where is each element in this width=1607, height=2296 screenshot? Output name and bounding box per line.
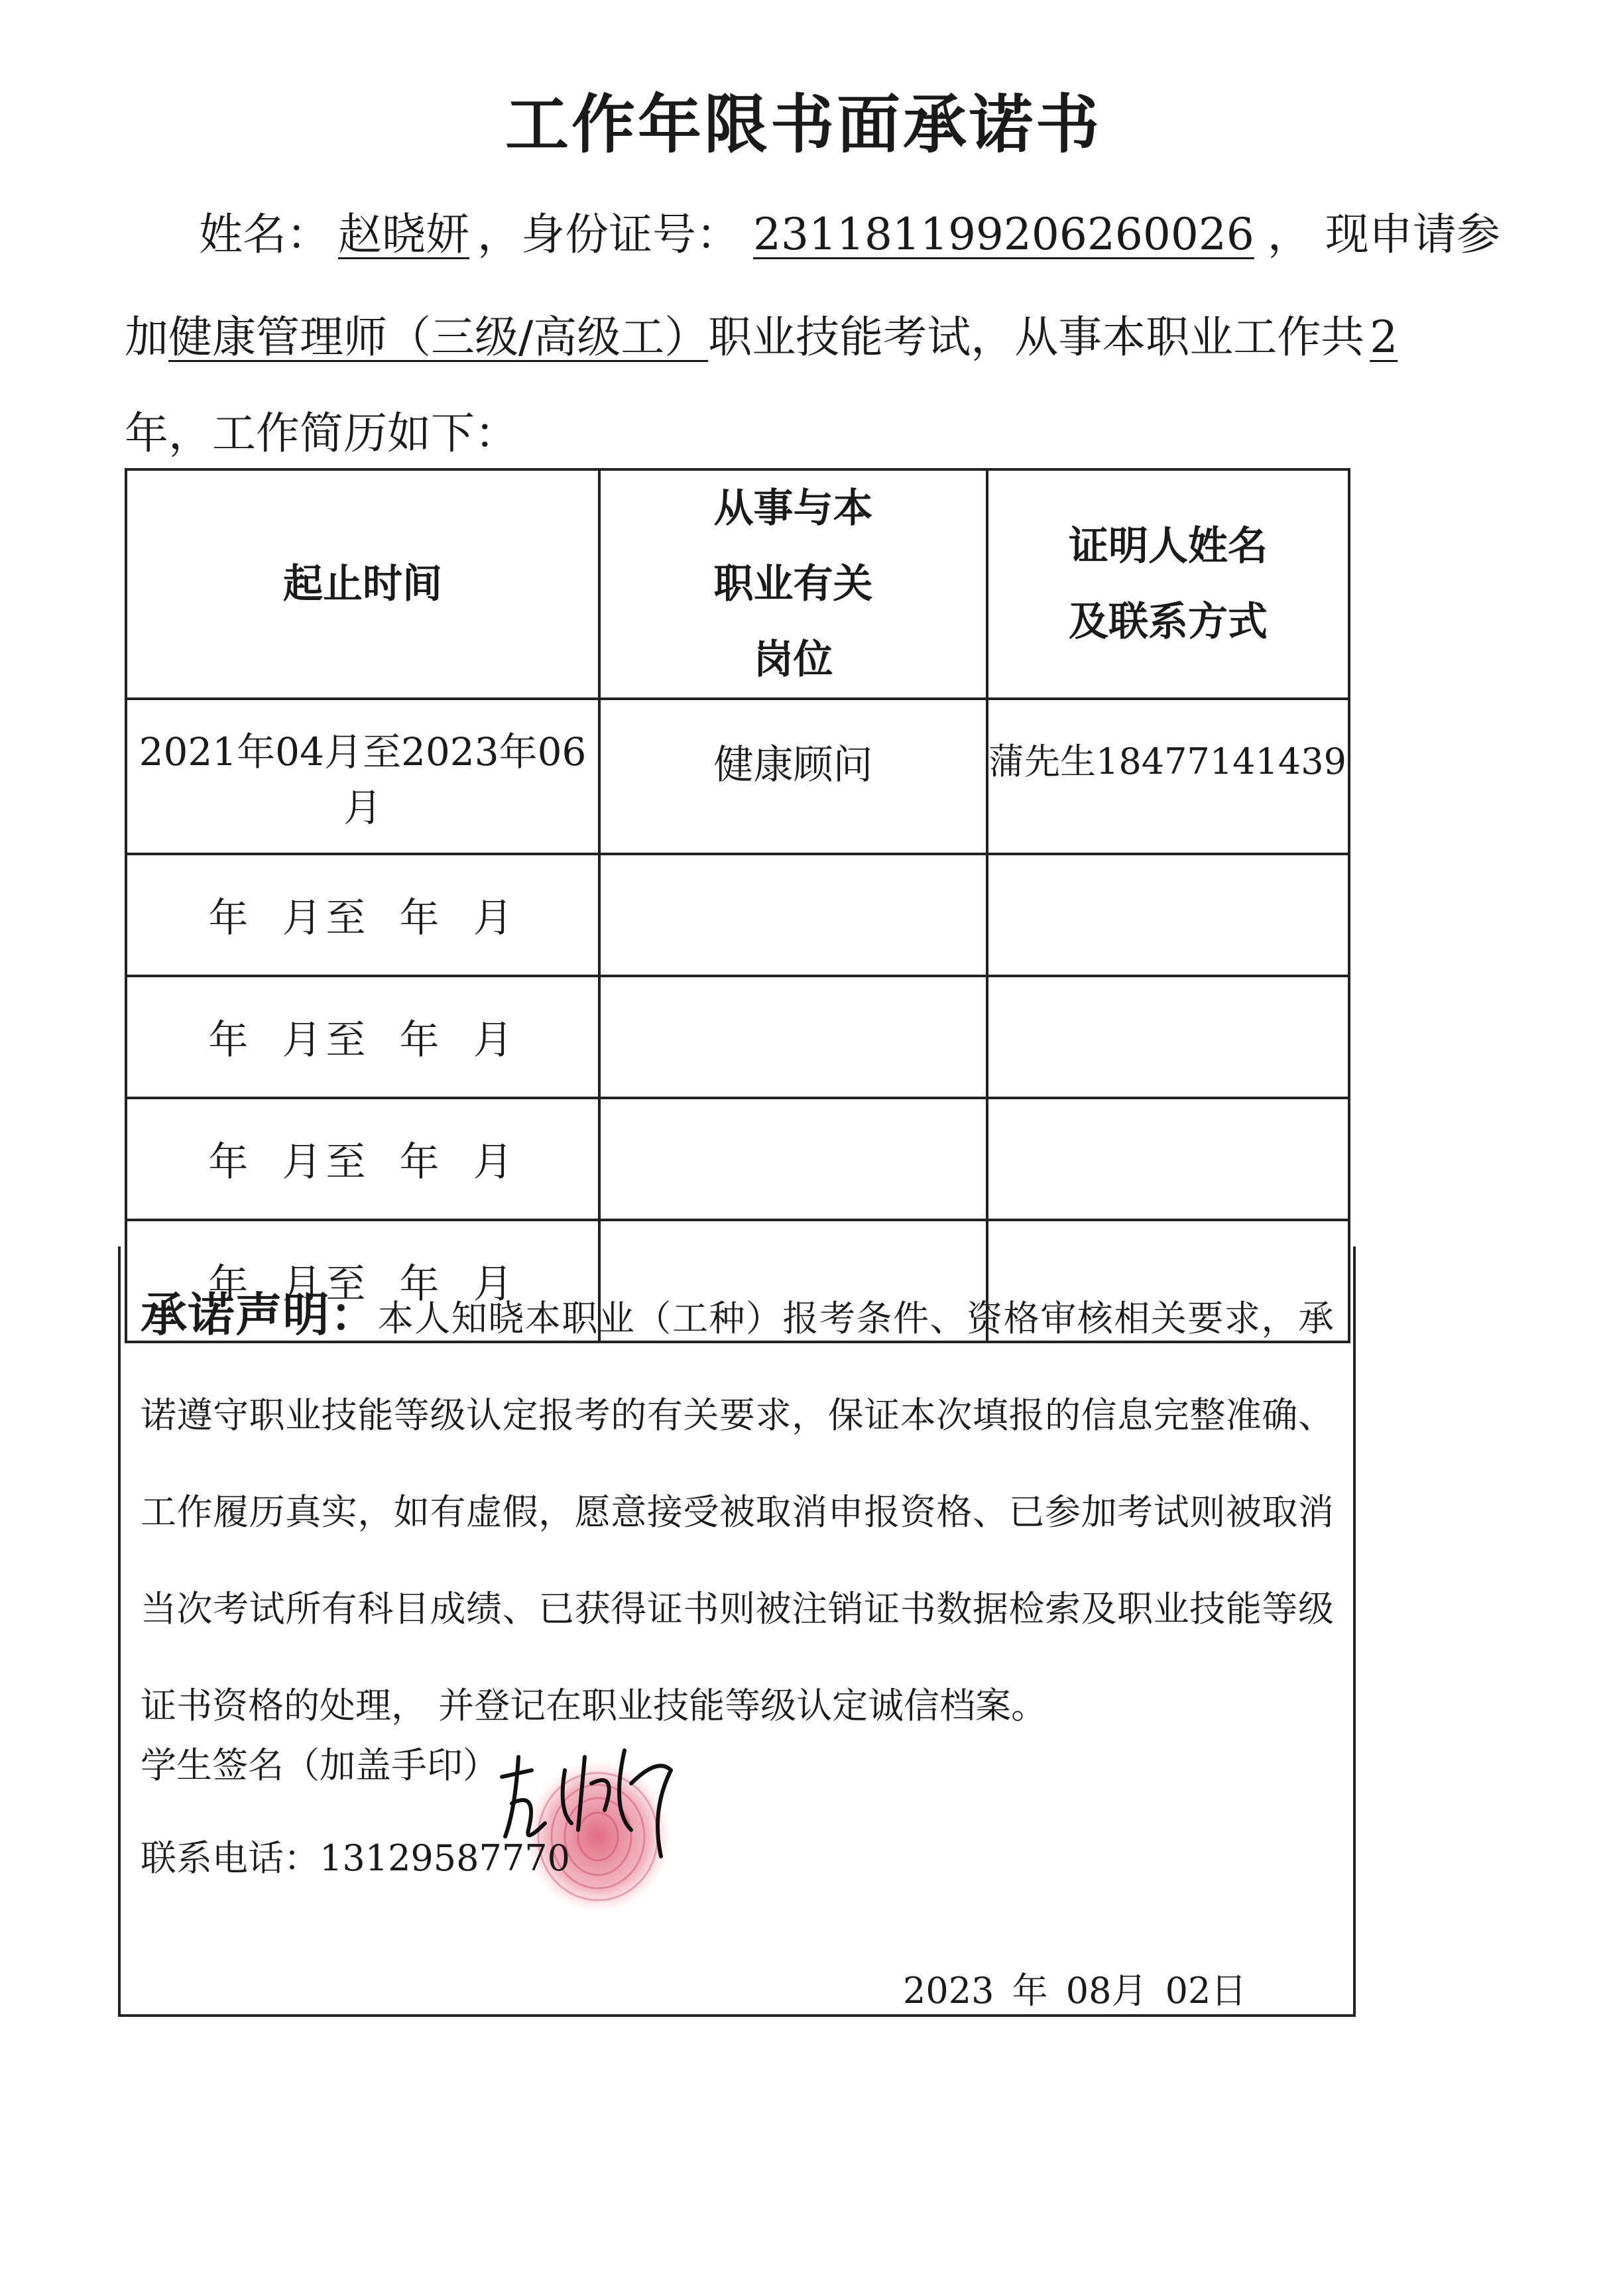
id-label: ，身份证号：	[477, 209, 740, 260]
name-label: 姓名：	[199, 209, 330, 260]
phone-line	[141, 1830, 570, 1881]
period-cell: 年 月至 年 月	[126, 1098, 599, 1220]
declaration-body: 本人知晓本职业（工种）报考条件、资格审核相关要求，承诺遵守职业技能等级认定报考的有关要求，保证本次填报的信息完整准确、工作履历真实，如有虚假，愿意接受被取消申报资格、已参加考试则被取消当次考试所有科目成绩、已获得证书则被注销证书数据检索及职业技能等级证书资格的处理， 并登记在职业技能等级认定诚信档案。	[141, 1298, 1335, 1726]
intro-line-3: 年，工作简历如下：	[125, 408, 518, 459]
declaration-text	[141, 1266, 1334, 1754]
period-cell: 年 月至 年 月	[126, 1220, 599, 1342]
table-row	[126, 976, 1349, 1098]
table-row	[126, 854, 1349, 976]
table-row	[126, 699, 1349, 854]
reference-cell	[987, 1098, 1349, 1220]
header-period: 起止时间	[126, 469, 599, 699]
declaration-box	[118, 1246, 1356, 2017]
period-cell: 年 月至 年 月	[126, 976, 599, 1098]
period-cell: 2021年04月至2023年06月	[126, 699, 599, 854]
sign-date: 2023 年 08月 02日	[903, 1970, 1247, 2012]
position-cell	[599, 854, 987, 976]
intro-line-2-prefix: 加	[125, 312, 168, 363]
declaration-heading: 承诺声明：	[141, 1288, 378, 1342]
reference-cell	[987, 854, 1349, 976]
intro-line-2	[125, 302, 1424, 365]
work-history-table	[125, 468, 1350, 1343]
intro-line-1	[199, 199, 1500, 262]
period-cell: 年 月至 年 月	[126, 854, 599, 976]
intro-line-1-tail: ， 现申请参	[1267, 209, 1500, 260]
page-title: 工作年限书面承诺书	[505, 88, 1102, 162]
exam-name-value: 健康管理师（三级/高级工）	[168, 312, 709, 363]
position-cell	[599, 1098, 987, 1220]
reference-cell	[987, 976, 1349, 1098]
table-row	[126, 1098, 1349, 1220]
table-header-row	[126, 469, 1349, 699]
intro-line-2-mid: 职业技能考试，从事本职业工作共	[708, 312, 1365, 363]
name-value: 赵晓妍	[338, 209, 469, 260]
header-position: 从事与本职业有关岗位	[599, 469, 987, 699]
signature-label: 学生签名（加盖手印）	[141, 1744, 499, 1786]
signature-with-fingerprint	[492, 1730, 691, 1916]
phone-value: 13129587770	[320, 1837, 570, 1879]
years-value: 2	[1370, 312, 1398, 363]
header-reference: 证明人姓名及联系方式	[987, 469, 1349, 699]
position-cell	[599, 976, 987, 1098]
reference-cell: 蒲先生18477141439	[987, 699, 1349, 854]
position-cell: 健康顾问	[599, 699, 987, 854]
phone-label: 联系电话：	[141, 1837, 320, 1879]
id-number-value: 231181199206260026	[753, 209, 1254, 260]
